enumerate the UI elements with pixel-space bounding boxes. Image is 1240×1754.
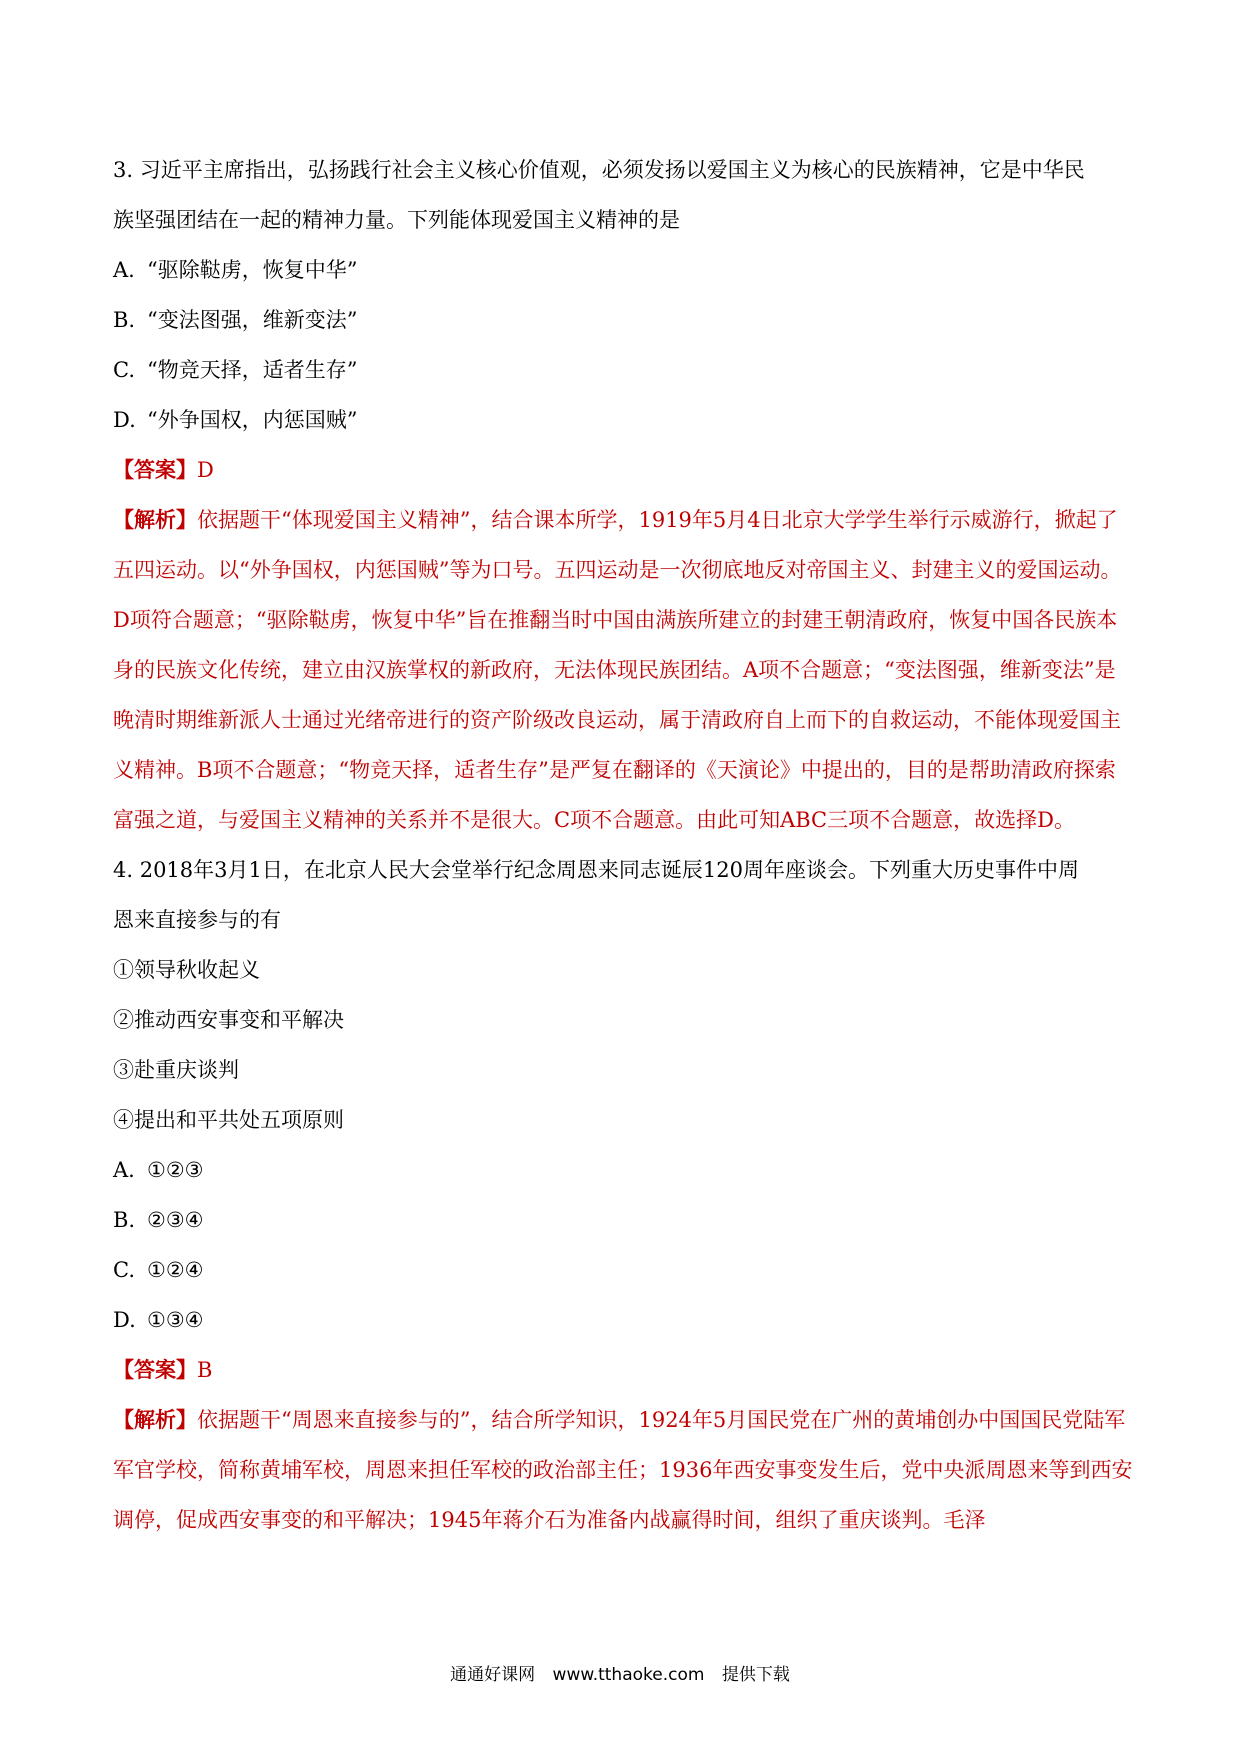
q3-option-d xyxy=(113,408,1133,432)
option-letter: A. xyxy=(113,258,135,282)
option-letter: D. xyxy=(113,408,136,432)
q4-option-c xyxy=(113,1258,1133,1282)
option-text: “变法图强，维新变法” xyxy=(147,308,358,332)
q3-option-c xyxy=(113,358,1133,382)
q4-item-3: ③赴重庆谈判 xyxy=(113,1058,239,1082)
q4-analysis xyxy=(113,1395,1133,1545)
document-page xyxy=(113,158,1133,1558)
analysis-text: 依据题干“周恩来直接参与的”，结合所学知识，1924年5月国民党在广州的黄埔创办中国国民党陆军军官学校，简称黄埔军校，周恩来担任军校的政治部主任；1936年西安事变发生后，党中央派周恩来等到西安调停，促成西安事变的和平解决；1945年蒋介石为准备内战赢得时间，组织了重庆谈判。毛泽 xyxy=(113,1408,1133,1532)
option-text: ②③④ xyxy=(147,1208,204,1232)
option-letter: A. xyxy=(113,1158,135,1182)
q3-option-b xyxy=(113,308,1133,332)
page-footer xyxy=(0,1660,1240,1685)
option-text: “物竞天择，适者生存” xyxy=(147,358,358,382)
answer-value: D xyxy=(197,458,214,482)
analysis-tag: 【解析】 xyxy=(113,507,197,532)
q4-option-a xyxy=(113,1158,1133,1182)
answer-value: B xyxy=(197,1358,213,1382)
q4-stem-line1: 4. 2018年3月1日，在北京人民大会堂举行纪念周恩来同志诞辰120周年座谈会。下列重大历史事件中周 xyxy=(113,858,1079,882)
q3-stem-line1: 3. 习近平主席指出，弘扬践行社会主义核心价值观，必须发扬以爱国主义为核心的民族精神，它是中华民 xyxy=(113,158,1085,182)
analysis-tag: 【解析】 xyxy=(113,1407,197,1432)
option-letter: B. xyxy=(113,308,136,332)
option-letter: B. xyxy=(113,1208,136,1232)
q4-item-4: ④提出和平共处五项原则 xyxy=(113,1108,344,1132)
q3-stem-line2: 族坚强团结在一起的精神力量。下列能体现爱国主义精神的是 xyxy=(113,208,680,232)
option-text: ①②④ xyxy=(147,1258,204,1282)
option-text: “驱除鞑虏，恢复中华” xyxy=(147,258,358,282)
q4-option-d xyxy=(113,1308,1133,1332)
answer-tag: 【答案】 xyxy=(113,457,197,482)
option-text: ①③④ xyxy=(147,1308,204,1332)
option-letter: D. xyxy=(113,1308,136,1332)
q3-analysis xyxy=(113,495,1133,845)
answer-tag: 【答案】 xyxy=(113,1357,197,1382)
analysis-text: 依据题干“体现爱国主义精神”，结合课本所学，1919年5月4日北京大学学生举行示威游行，掀起了五四运动。以“外争国权，内惩国贼”等为口号。五四运动是一次彻底地反对帝国主义、封建主义的爱国运动。D项符合题意；“驱除鞑虏，恢复中华”旨在推翻当时中国由满族所建立的封建王朝清政府，恢复中国各民族本身的民族文化传统，建立由汉族掌权的新政府，无法体现民族团结。A项不合题意；“变法图强，维新变法”是晚清时期维新派人士通过光绪帝进行的资产阶级改良运动，属于清政府自上而下的自救运动，不能体现爱国主义精神。B项不合题意；“物竞天择，适者生存”是严复在翻译的《天演论》中提出的，目的是帮助清政府探索富强之道，与爱国主义精神的关系并不是很大。C项不合题意。由此可知ABC三项不合题意，故选择D。 xyxy=(113,508,1122,832)
q4-answer xyxy=(113,1358,1133,1382)
q4-item-1: ①领导秋收起义 xyxy=(113,958,260,982)
option-text: ①②③ xyxy=(147,1158,204,1182)
q3-answer xyxy=(113,458,1133,482)
footer-url[interactable]: www.tthaoke.com xyxy=(552,1665,705,1685)
footer-download: 提供下载 xyxy=(721,1665,790,1685)
q4-item-2: ②推动西安事变和平解决 xyxy=(113,1008,344,1032)
q4-option-b xyxy=(113,1208,1133,1232)
option-letter: C. xyxy=(113,1258,135,1282)
option-text: “外争国权，内惩国贼” xyxy=(147,408,358,432)
q4-stem-line2: 恩来直接参与的有 xyxy=(113,908,281,932)
q3-option-a xyxy=(113,258,1133,282)
option-letter: C. xyxy=(113,358,135,382)
footer-site-name: 通通好课网 xyxy=(450,1665,536,1685)
